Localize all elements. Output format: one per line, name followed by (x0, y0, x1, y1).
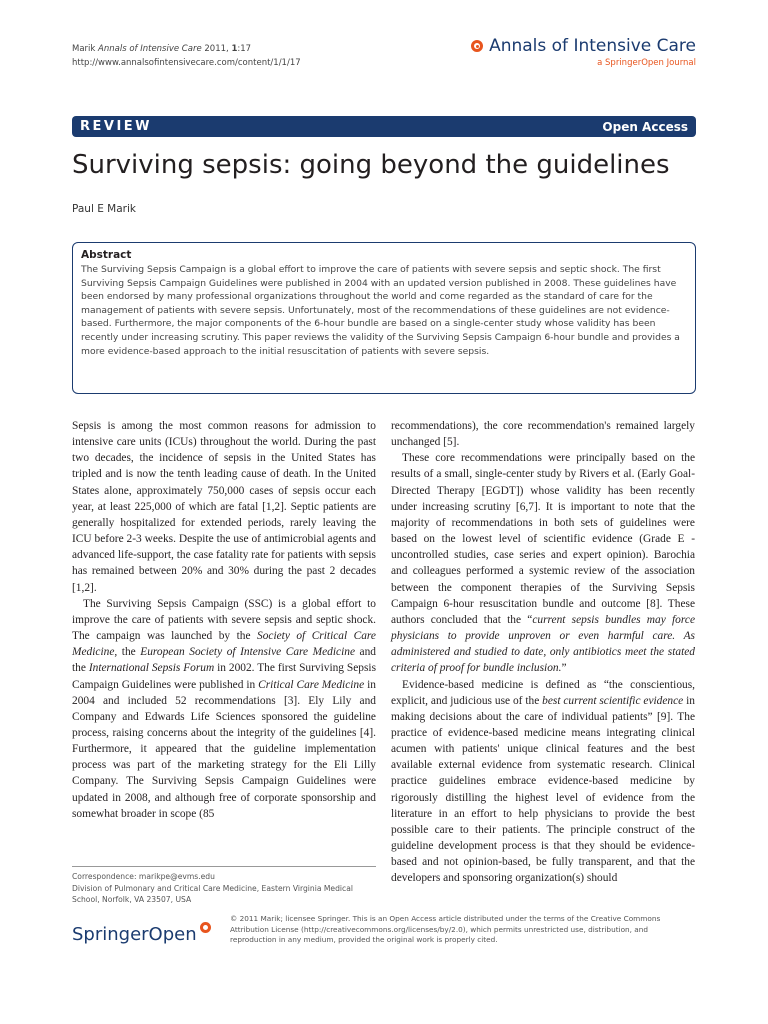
springeropen-mark-icon (200, 922, 211, 933)
abstract-box (72, 242, 696, 394)
body-column-left (72, 418, 376, 822)
journal-brand (471, 36, 696, 68)
body-column-right (391, 418, 695, 887)
article-type-label: REVIEW (80, 119, 153, 134)
body-paragraph: The Surviving Sepsis Campaign (SSC) is a global effort to improve the care of patients with severe sepsis and septic shock. The campaign was launched by the Society of Critical Care Medicine, the European Society of Intensive Care Medicine and the International Sepsis Forum in 2002. The first Surviving Sepsis Campaign Guidelines were published in Critical Care Medicine in 2004 and included 52 recommendations [3]. Ely Lily and Company and Edwards Life Sciences sponsored the guideline process, raising concerns about the integrity of the guidelines [4]. Furthermore, it appeared that the guideline implementation process was part of the marketing strategy for the Eli Lilly Company. The Surviving Sepsis Campaign Guidelines were updated in 2008, and although free of corporate sponsorship and somewhat broader in scope (85 (72, 597, 377, 820)
abstract-text: The Surviving Sepsis Campaign is a global effort to improve the care of patients with severe sepsis and septic shock. The first Surviving Sepsis Campaign Guidelines were published in 2004 with an updated version published in 2008. These guidelines have been endorsed by many professional organizations throughout the world and come regarded as the standard of care for the management of patients with severe sepsis. Unfortunately, most of the recommendations of these guidelines are not evidence-based. Furthermore, the major components of the 6-hour bundle are based on a single-center study whose validity has been recently under increasing scrutiny. This paper reviews the validity of the Surviving Sepsis Campaign 6-hour bundle and provides a more evidence-based approach to the initial resuscitation of patients with severe sepsis. (81, 264, 680, 357)
springeropen-logo (72, 924, 211, 945)
correspondence-email: Correspondence: marikpe@evms.edu (72, 872, 215, 881)
license-text: © 2011 Marik; licensee Springer. This is an Open Access article distributed under the terms of the Creative Commons Attribution License (http://creativecommons.org/licenses/by/2.0), which permits unrestricted use, distribution, and reproduction in any medium, provided the original work is properly cited. (230, 914, 661, 944)
correspondence-affiliation: Division of Pulmonary and Critical Care Medicine, Eastern Virginia Medical School, Norfolk, VA 23507, USA (72, 883, 353, 904)
abstract-heading: Abstract (81, 249, 132, 261)
open-access-badge: Open Access (602, 119, 688, 134)
body-paragraph: These core recommendations were principally based on the results of a small, single-center study by Rivers et al. (Early Goal-Directed Therapy [EGDT]) whose validity has been recently under increasing scrutiny [6,7]. It is important to note that the majority of recommendations in both sets of guidelines were based on the lowest level of scientific evidence (Grade E - uncontrolled studies, case series and expert opinion). Barochia and colleagues performed a systemic review of the association between the component therapies of the Surviving Sepsis Campaign 6-hour resuscitation bundle and outcome [8]. These authors concluded that the “current sepsis bundles may force physicians to provide unproven or even harmful care. As administered and studied to date, only antibiotics meet the stated criteria of proof for bundle inclusion.” (391, 452, 695, 675)
article-author: Paul E Marik (72, 203, 136, 215)
citation-page: :17 (237, 44, 252, 54)
citation-year: 2011, (204, 44, 229, 54)
journal-brand-title: Annals of Intensive Care (489, 36, 696, 56)
journal-brand-title-row (471, 36, 696, 56)
article-title: Surviving sepsis: going beyond the guidelines (72, 150, 670, 180)
body-paragraph: recommendations), the core recommendation's remained largely unchanged [5]. (391, 420, 695, 449)
springeropen-logo-text: SpringerOpen (72, 924, 197, 945)
article-type-bar (72, 116, 696, 137)
correspondence-footnote (72, 866, 376, 906)
body-paragraph: Sepsis is among the most common reasons for admission to intensive care units (ICUs) throughout the world. During the past two decades, the incidence of sepsis in the United States has tripled and is now the tenth leading cause of death. In the United States alone, approximately 750,000 cases of sepsis occur each year, at least 225,000 of which are fatal [1,2]. Septic patients are generally hospitalized for extended periods, rarely leaving the ICU before 2-3 weeks. Despite the use of antimicrobial agents and advanced life-support, the case fatality rate for patients with sepsis has remained between 20% and 30% during the past 2 decades [1,2]. (72, 420, 376, 594)
citation-volume: 1 (231, 44, 238, 54)
body-paragraph: Evidence-based medicine is defined as “the conscientious, explicit, and judicious use of the best current scientific evidence in making decisions about the care of individual patients” [9]. The practice of evidence-based medicine means integrating clinical acumen with patients' unique clinical features and the best available external evidence from systematic research. Clinical practice guidelines embrace evidence-based medicine by rigorously distilling the highest level of evidence from the literature in an effort to help physicians to provide the best possible care to their patients. The principle construct of the guideline development process is that they should be evidence-based and not opinion-based, be fully transparent, and that the developers and sponsoring organization(s) should (391, 678, 695, 885)
citation-journal: Annals of Intensive Care (98, 44, 202, 54)
citation-author: Marik (72, 44, 96, 54)
journal-brand-subtitle: a SpringerOpen Journal (597, 58, 696, 68)
citation-block (72, 42, 301, 70)
citation-line (72, 42, 301, 56)
article-url[interactable]: http://www.annalsofintensivecare.com/content/1/1/17 (72, 58, 301, 68)
journal-logo-icon (471, 40, 483, 52)
